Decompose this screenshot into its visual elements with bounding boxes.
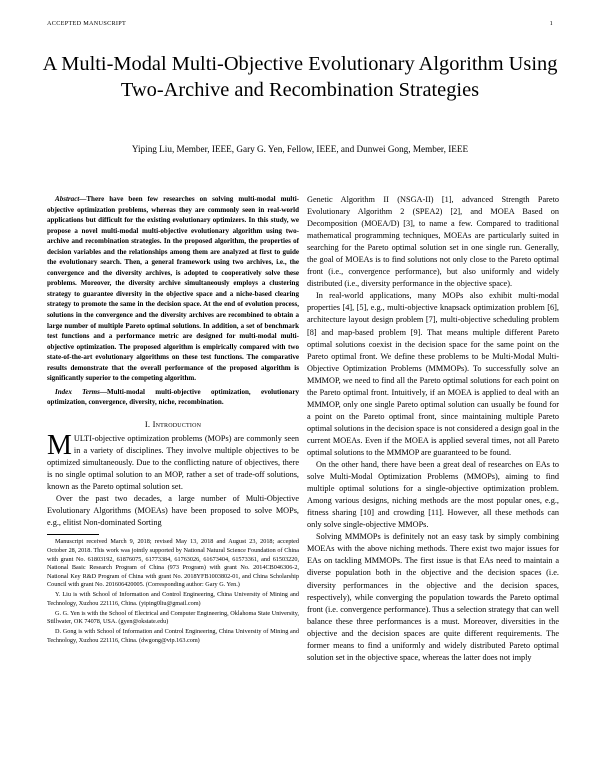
drop-cap: M	[47, 429, 72, 461]
footnote-divider	[47, 534, 99, 535]
author-line: Yiping Liu, Member, IEEE, Gary G. Yen, Fellow, IEEE, and Dunwei Gong, Member, IEEE	[131, 144, 469, 154]
intro-paragraph-2: Over the past two decades, a large number of Multi-Objective Evolutionary Algorithms (MOEAs) have been proposed to solve MOPs, e.g., elitist Non-dominated Sorting	[47, 494, 299, 528]
abstract-lead: Abstract	[55, 195, 80, 203]
running-head-label: ACCEPTED MANUSCRIPT	[47, 20, 127, 27]
paper-title: A Multi-Modal Multi-Objective Evolutionary Algorithm Using Two-Archive and Recombination Strategies	[42, 53, 558, 101]
body-paragraph-3: On the other hand, there have been a great deal of researches on EAs to solve Multi-Modal Optimization Problems (MMOPs), aiming to find multiple optimal solutions for a single-objective optimization problem. Among various designs, niching methods are the most popular ones, e.g., fitness sharing [10] and crowding [11]. However, all these methods can only solve single-objective MMOPs.	[307, 460, 559, 530]
body-paragraph-4: Solving MMMOPs is definitely not an easy task by simply combining MOEAs with the above niching methods. There exist two major issues for EAs on tackling MMMOPs. The first issue is that EAs need to maintain a diverse population both in the objective and the decision spaces (i.e. diversity performances in the objective and the decision spaces, respectively), while converging the population towards the Pareto optimal front (i.e. convergence performance). Thus a selection strategy that can well balance these three performances is a must. Moreover, diversities in the objective and the decision spaces are quite different requirements. The former means to find a uniformly and widely distributed Pareto optimal solution set in the objective space, whereas the latter does not imply	[307, 532, 559, 662]
footnote-manuscript: Manuscript received March 9, 2018; revised May 13, 2018 and August 23, 2018; accepted October 28, 2018. This work was jointly supported by National Natural Science Foundation of China with grant No. 61803192, 61876075, 61773384, 61763026, 61673404, 61573361, and 61503220, National Basic Research Program of China (973 Program) with grant No. 2014CB046306-2, National Key R&D Program of China with grant No. 2018YFB1003802-01, and China Scholarship Council with grant No. 201606420005. (Corresponding author: Gary G. Yen.)	[47, 538, 299, 589]
intro-paragraph-1-text: ULTI-objective optimization problems (MOPs) are commonly seen in a variety of disciplines. They involve multiple objectives to be optimized simultaneously. Due to the conflicting nature of objectives, there is no single optimal solution to an MOP, rather a set of trade-off solutions, known as the Pareto optimal solution set.	[47, 433, 299, 492]
index-terms-lead: Index Terms	[55, 387, 100, 396]
running-head	[47, 20, 553, 27]
section-heading-introduction: I. Introduction	[144, 418, 202, 429]
index-terms-text: —Multi-modal multi-objective optimization, evolutionary optimization, convergence, diversity, niche, recombination.	[47, 387, 299, 407]
index-terms	[47, 387, 299, 408]
abstract-text: —There have been few researches on solving multi-modal multi-objective optimization problems, whereas they are commonly seen in real-world applications but difficult for the existing evolutionary optimizers. In this study, we propose a novel multi-modal multi-objective evolutionary algorithm using two-archive and recombination strategies. In the proposed algorithm, the properties of decision variables and the relationships among them are analyzed at first to guide the evolutionary search. Then, a general framework using two archives, i.e., the convergence and the diversity archives, is adopted to cooperatively solve these problems. Moreover, the diversity archive simultaneously employs a clustering strategy to guarantee diversity in the objective space and a niche-based clearing strategy to promote the same in the decision space. At the end of evolution process, solutions in the convergence and the diversity archives are recombined to obtain a large number of multiple Pareto optimal solutions. In addition, a set of benchmark test functions and a performance metric are designed for multi-modal multi-objective optimization. The proposed algorithm is empirically compared with two state-of-the-art evolutionary algorithms on these test functions. The comparative results demonstrate that the overall performance of the proposed algorithm is significantly superior to the competing algorithm.	[47, 195, 299, 383]
footnote-author-gong: D. Gong is with School of Information and Control Engineering, China University of Mining and Technology, Xuzhou 221116, China. (dwgong@vip.163.com)	[47, 628, 299, 645]
footnote-author-yen: G. G. Yen is with the School of Electrical and Computer Engineering, Oklahoma State University, Stillwater, OK 74078, USA. (gyen@okstate.edu)	[47, 609, 299, 626]
footnote-author-liu: Y. Liu is with School of Information and Control Engineering, China University of Mining and Technology, Xuzhou 221116, China. (yiping0liu@gmail.com)	[47, 591, 299, 607]
page-number: 1	[549, 20, 553, 27]
body-paragraph-1: Genetic Algorithm II (NSGA-II) [1], advanced Strength Pareto Evolutionary Algorithm 2 (SPEA2) [2], and MOEA Based on Decomposition (MOEA/D) [3], to name a few. Compared to traditional mathematical programming techniques, MOEAs are particularly suited in searching for the Pareto optimal solution set in one single run. Generally, the goal of MOEAs is to find solutions not only close to the Pareto optimal front (i.e., convergence performance), but also uniformly and widely distributed (i.e., diversity performance in the objective space).	[307, 195, 559, 289]
intro-paragraph-1	[47, 429, 299, 493]
right-column	[307, 194, 559, 664]
left-column	[47, 194, 299, 646]
body-paragraph-2: In real-world applications, many MOPs also exhibit multi-modal properties [4], [5], e.g., multi-objective knapsack optimization problem [6], architecture layout design problem [7], multi-objective scheduling problem [8] and map-based problem [9]. That means multiple different Pareto optimal solutions coexist in the decision space for the same point on the Pareto optimal front. We define these problems to be Multi-Modal Multi-Objective Optimization Problems (MMMOPs). To successfully solve an MMMOP, we need to find all the Pareto optimal solutions for each point on the Pareto optimal front. Intuitively, if an MOEA is applied to deal with an MMMOP, only one single Pareto optimal solution can usually be found for a point on the Pareto optimal front, since maintaining multiple Pareto optimal solutions in the decision space is not considered a design goal in the current MOEAs. Even if the MOEA is applied several times, not all Pareto optimal solutions to the MMMOP are guaranteed to be found.	[307, 291, 559, 457]
abstract	[47, 194, 299, 384]
